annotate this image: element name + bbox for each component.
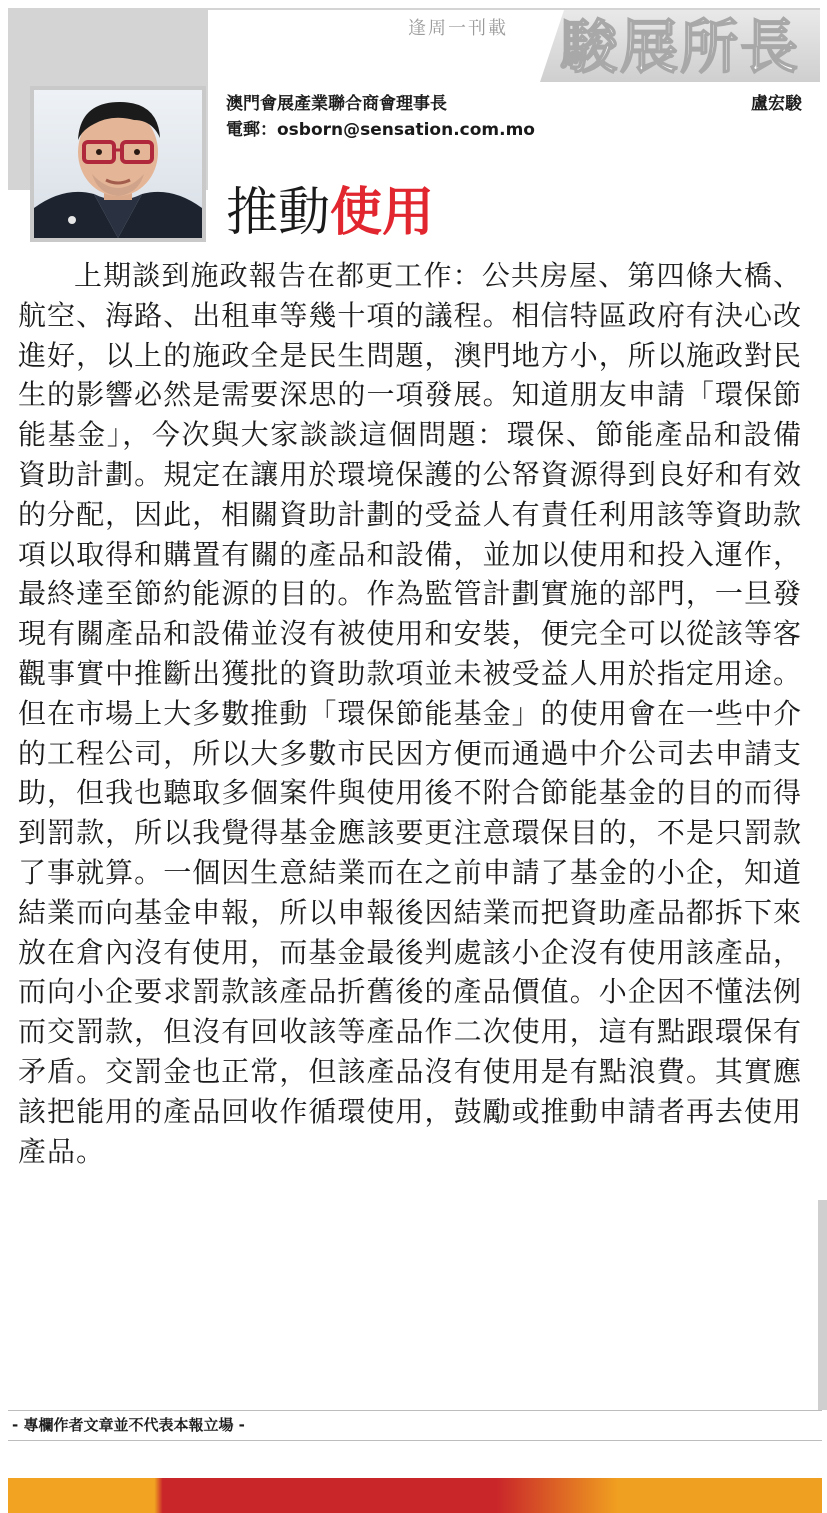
footer-color-stripe [8, 1478, 822, 1513]
headline-part-2: 使用 [330, 183, 435, 243]
disclaimer-rule-bottom [8, 1440, 822, 1441]
author-email: 電郵：osborn@sensation.com.mo [226, 120, 535, 140]
disclaimer: - 專欄作者文章並不代表本報立場 - [12, 1416, 245, 1434]
author-portrait [30, 86, 206, 242]
header-rule [208, 8, 820, 10]
scan-edge-bar [818, 1200, 827, 1410]
headline-part-1: 推動 [226, 183, 331, 243]
author-title: 澳門會展產業聯合商會理事長 [226, 94, 447, 114]
article-paragraph: 上期談到施政報告在都更工作：公共房屋、第四條大橋、航空、海路、出租車等幾十項的議程。相信特區政府有決心改進好，以上的施政全是民生問題，澳門地方小，所以施政對民生的影響必然是需要深思的一項發展。知道朋友申請「環保節能基金」，今次與大家談談這個問題：環保、節能產品和設備資助計劃。規定在讓用於環境保護的公帑資源得到良好和有效的分配，因此，相關資助計劃的受益人有責任利用該等資助款項以取得和購置有關的產品和設備，並加以使用和投入運作，最終達至節約能源的目的。作為監管計劃實施的部門，一旦發現有關產品和設備並沒有被使用和安裝，便完全可以從該等客觀事實中推斷出獲批的資助款項並未被受益人用於指定用途。但在市場上大多數推動「環保節能基金」的使用會在一些中介的工程公司，所以大多數市民因方便而通過中介公司去申請支助，但我也聽取多個案件與使用後不附合節能基金的目的而得到罰款，所以我覺得基金應該要更注意環保目的，不是只罰款了事就算。一個因生意結業而在之前申請了基金的小企，知道結業而向基金申報，所以申報後因結業而把資助產品都拆下來放在倉內沒有使用，而基金最後判處該小企沒有使用該產品，而向小企要求罰款該產品折舊後的產品價值。小企因不懂法例而交罰款，但沒有回收該等產品作二次使用，這有點跟環保有矛盾。交罰金也正常，但該產品沒有使用是有點浪費。其實應該把能用的產品回收作循環使用，鼓勵或推動申請者再去使用產品。 [18, 259, 802, 1168]
portrait-illustration [34, 90, 202, 238]
disclaimer-rule-top [8, 1410, 822, 1411]
article-body [18, 256, 802, 1408]
author-name: 盧宏駿 [751, 94, 802, 114]
headline [226, 180, 606, 246]
series-label: 逢周一刊載 [408, 18, 508, 39]
column-name: 駿展所長 [560, 13, 801, 81]
